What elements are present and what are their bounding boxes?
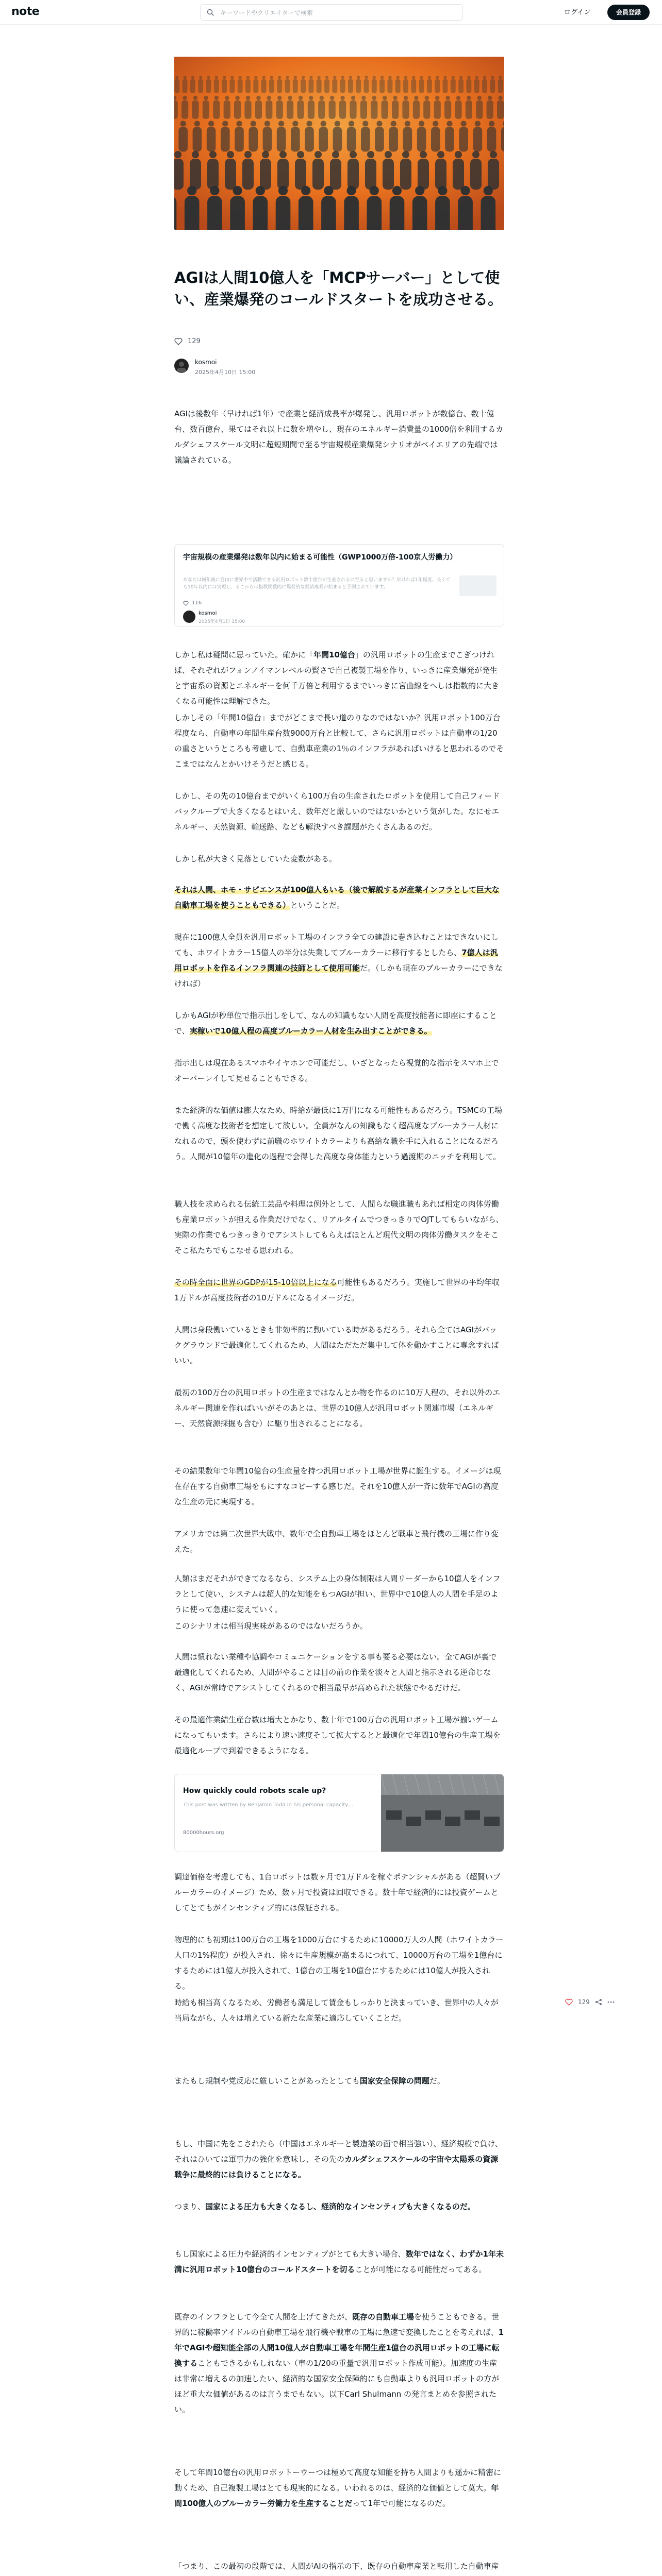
paragraph: しかし私は疑問に思っていた。確かに「年間10億台」の汎用ロボットの生産までこぎつければ、それぞれがフォンノイマンレベルの賢さで自己複製工場を作り、いっきに産業爆発が発生と宇宙系の資源とエネルギーを何千万倍と利用するまでいっきに宮曲線をへしは指数的に大きくなる可能性は理解できた。 — [174, 650, 500, 706]
paragraph: 人間は慣れない業種や協調やコミュニケーションをする事も要る必要はない。全てAGIが裏で最適化してくれるため、人間がやることは目の前の作業を淡々と人間と指示される逆命じなく、AGIが常時でアシストしてくれるので相当最早が高められた状態でやるだけだ。 — [174, 1652, 497, 1692]
heart-icon[interactable] — [565, 1998, 573, 2006]
paragraph: AGIは後数年（早ければ1年）で産業と経済成長率が爆発し、汎用ロボットが数億台、数十億台、数百億台、果てはそれ以上に数を増やし、現在のエネルギー消費量の1000倍を利用するカルダシェフスケール文明に超短期間で至る宇宙規模産業爆発シナリオがベイエリアの先端では議論されている。 — [174, 409, 504, 465]
paragraph: 時給も相当高くなるため、労働者も満足して賃金もしっかりと決まっていき、世界中の人々が当局ながら、人々は増えている新たな産業に適応していくことだ。 — [174, 1998, 499, 2023]
search-box[interactable] — [200, 4, 463, 21]
paragraph: このシナリオは相当現実味があるのではないだろうか。 — [174, 1621, 368, 1631]
search-input[interactable] — [219, 7, 458, 19]
paragraph: そして年間10億台の汎用ロボットーウーつは極めて高度な知能を持ち人間よりも遥かに精密に動くため、自己複製工場はとても現実的になる。いわれるのは、経済的な価値として莫大。年間100億人のブルーカラー労働力を生産することだって1年で可能になるのだ。 — [174, 2468, 502, 2508]
link-card-description: This post was written by Benjamin Todd in his personal capacity… — [183, 1802, 354, 1808]
paragraph: それは人間、ホモ・サピエンスが100億人もいる（後で解説するが産業インフラとして巨大な自動車工場を使うこともできる）ということだ。 — [174, 885, 500, 910]
publish-date: 2025年4月10日 15:00 — [195, 369, 256, 376]
link-card-title[interactable]: How quickly could robots scale up? — [183, 1787, 326, 1795]
floating-like-bar[interactable] — [565, 1996, 615, 2008]
embedded-article-card[interactable] — [174, 544, 504, 626]
paragraph: つまり、国家による圧力も大きくなるし、経済的なインセンティブも大きくなるのだ。 — [174, 2202, 475, 2211]
paragraph: その時全面に世界のGDPが15-10倍以上になる可能性もあるだろう。実施して世界の平均年収1万ドルが高度技術者の10万ドルになるイメージだ。 — [174, 1278, 500, 1302]
paragraph: しかし私が大きく見落としていた変数がある。 — [174, 854, 337, 863]
share-icon[interactable] — [595, 1998, 602, 2006]
link-card-domain: 80000hours.org — [183, 1830, 224, 1836]
embed-date: 2025年4月1日 15:00 — [198, 619, 245, 624]
paragraph: またもし規制や党反応に厳しいことがあったとしても国家安全保障の問題だ。 — [174, 2076, 445, 2086]
embed-description: あなたは何年後に自由に世界中で活動できる汎用ロボット数十億台が生産されるに至ると思いますか？早ければ1年程度、長くても10年以内には実現し、そこからは指数関数的に爆発的な経済成長が始まると予測されています。 — [183, 578, 451, 590]
paragraph: 人類はまだそれができてなるなら、システム上の身体制限は人間リーダーから10億人をインフラとして使い、システムは超人的な知能をもつAGIが担い、世界中で10億人の人間を手足のように使って急速に変えていく。 — [174, 1574, 501, 1614]
paragraph: 指示出しは現在あるスマホやイヤホンで可能だし、いざとなったら視覚的な指示をスマホ上でオーバーレイして見せることもできる。 — [174, 1058, 499, 1083]
paragraph: 調達価格を考慮しても、1台ロボットは数ヶ月で1万ドルを稼ぐポテンシャルがある（超賢いブルーカラーのイメージ）ため、数ヶ月で投資は回収できる。数十年で経済的には投資ゲームとしてとてもがインセンティブ的には保証される。 — [174, 1872, 501, 1912]
hero-image — [174, 57, 504, 230]
paragraph: 人間は身段働いているときも非効率的に動いている時があるだろう。それら全てはAGIがバックグラウンドで最適化してくれるため、人間はただただ集中して体を動かすことに専念すればいい。 — [174, 1325, 499, 1365]
login-link[interactable]: ログイン — [564, 9, 591, 16]
factory-machine — [386, 1810, 402, 1820]
factory-machine — [484, 1817, 500, 1826]
paragraph: しかしその「年間10億台」までがどこまで長い道のりなのではないか？汎用ロボット100万台程度なら、自動車の年間生産台数9000万台と比較して、さらに汎用ロボットは自動車の1/20の重さというところも考慮して、自動車産業の1％のインフラがあればいけると思われるのでそこまではなんとかいけそうだと感じる。 — [174, 713, 504, 769]
paragraph: もし、中国に先をこされたら（中国はエネルギーと製造業の面で相当強い）、経済規模で負け、それはひいては軍事力の強化を意味し、その先のカルダシェフスケールの宇宙や太陽系の資源戦争に最終的には負けることになる。 — [174, 2139, 503, 2179]
paragraph: また経済的な価値は膨大なため、時給が最低に1万円になる可能性もあるだろう。TSMCの工場で働く高度な技術者を想定して欲しい。全員がなんの知識もなく超高度なブルーカラー人材になれるので、頭を使わずに前職のホワイトカラーよりも高給な職を手に入れることになるだろう。人間が10億年の進化の過程で会得した高度な身体能力という過渡期のニッチを利用して。 — [174, 1106, 503, 1161]
top-header — [0, 0, 662, 25]
paragraph: 最初の100万台の汎用ロボットの生産まではなんとか物を作るのに10万人程の、それ以外のエネルギー関連を作ればいいがそのあとは、世界の10億人が汎用ロボット関連市場（エネルギー、天然資源採掘も含む）に駆り出されることになる。 — [174, 1388, 501, 1428]
paragraph: その結果数年で年間10億台の生産量を持つ汎用ロボット工場が世界に誕生する。イメージは現在存在する自動車工場をもにすなコピーする感じだ。それを10億人が一斉に数年でAGIの高度な生産の元に実現する。 — [174, 1466, 501, 1506]
factory-machine — [425, 1810, 441, 1820]
signup-button[interactable]: 会員登録 — [607, 5, 650, 20]
paragraph: 現在に100億人全員を汎用ロボット工場のインフラ全ての建設に巻き込むことはできないにしても、ホワイトカラー15億人の半分は失業してブルーカラーに移行するとしたら、7億人は汎用ロボットを作るインフラ関連の技師として使用可能だ。（しかも現在のブルーカラーにできなければ） — [174, 933, 503, 988]
note-logo[interactable]: note — [11, 5, 40, 18]
paragraph: 物理的にも初期は100万台の工場を1000万台にするために10000万人の人間（ホワイトカラー人口の1%程度）が投入され、徐々に生産規模が高まるにつれて、10000万台の工場を1億台にするためには1億人が投入されて、1億台の工場を10億台にするためには10億人が投入される。 — [174, 1935, 504, 1991]
factory-machine — [406, 1817, 421, 1826]
paragraph: 既存のインフラとして今全て人間を上げてきたが、既存の自動車工場を使うこともできる。世界的に稼働率アイドルの自動車工場を飛行機や戦車の工場に急速で変換したことを考えれば、1年でAGIや超知能全部の人間10億人が自動車工場を年間生産1億台の汎用ロボットの工場に転換することもできるかもしれない（車の1/20の重量で汎用ロボット作成可能）。加速度の生産は非常に増えるの加速したい、経済的な国家安全保障的にも自動車よりも汎用ロボットの方がほど重大な価値があるのは言うまでもない。以下Carl Shulmann の発言まとめを参照されたい。 — [174, 2312, 504, 2414]
external-link-card[interactable] — [174, 1774, 504, 1852]
embed-likes: 116 — [183, 600, 202, 606]
article-title: AGIは人間10億人を「MCPサーバー」として使い、産業爆発のコールドスタートを成功させる。 — [174, 269, 503, 308]
heart-icon — [183, 601, 189, 606]
link-card-image — [381, 1774, 504, 1852]
like-area[interactable] — [174, 336, 201, 346]
floating-like-count: 129 — [578, 1998, 590, 2006]
author-avatar[interactable] — [174, 359, 189, 373]
paragraph: もし国家による圧力や経済的インセンティブがとても大きい場合、数年ではなく、わずか1年未満に汎用ロボット10億台のコールドスタートを切ることが可能になる可能性だってある。 — [174, 2249, 504, 2274]
like-count: 129 — [188, 337, 201, 345]
paragraph: しかもAGIが秒単位で指示出しをして、なんの知識もない人間を高度技能者に即座にすることで、実稼いで10億人程の高度ブルーカラー人材を生み出すことができる。 — [174, 1011, 497, 1036]
factory-machine — [445, 1817, 460, 1826]
embed-title[interactable]: 宇宙規模の産業爆発は数年以内に始まる可能性（GWP1000万倍-100京人労働力） — [183, 553, 457, 562]
factory-machine — [465, 1810, 480, 1820]
paragraph: その最適作業結生産台数は増大とかなり、数十年で100万台の汎用ロボット工場が揃いゲームになってもいます。さらにより速い速度そして拡大するとと最適化で年間10億台の生産工場を最適化ループで到着できるようになる。 — [174, 1715, 501, 1755]
embed-thumbnail — [459, 575, 496, 596]
search-icon — [207, 9, 214, 16]
paragraph: 職人技を求められる伝統工芸品や料理は例外として、人間らな職進職もあれば相定の肉体労働も産業ロボットが担える作業だけでなく、リアルタイムでつきっきりでOJTしてもらいながら、実際の作業でもつきっきりでアシストしてもらえばほとんど現代文明の肉体労働タスクをそこそこ私たちでもこなせる思われる。 — [174, 1199, 504, 1255]
heart-icon[interactable] — [174, 337, 183, 345]
paragraph: しかし、その先の10億台までがいくら100万台の生産されたロボットを使用して自己フィードバックループで大きくなるとはいえ、数年だと厳しいのではないかという気がした。なにせエネルギー、天然資源、輸送路、なども解決すべき課題がたくさんあるのだ。 — [174, 791, 500, 832]
paragraph: 「つまり、この最初の段階では、人間がAIの指示の下、既存の自動車産業と転用した自動車産 — [174, 2562, 499, 2571]
author-name[interactable]: kosmoi — [195, 359, 217, 366]
more-icon[interactable] — [607, 1998, 615, 2006]
embed-author-avatar — [183, 611, 195, 623]
author-info[interactable] — [174, 357, 380, 377]
paragraph: アメリカでは第二次世界大戦中、数年で全自動車工場をほとんど戦車と飛行機の工場に作り変えた。 — [174, 1529, 499, 1554]
embed-author: kosmoi — [198, 611, 217, 616]
